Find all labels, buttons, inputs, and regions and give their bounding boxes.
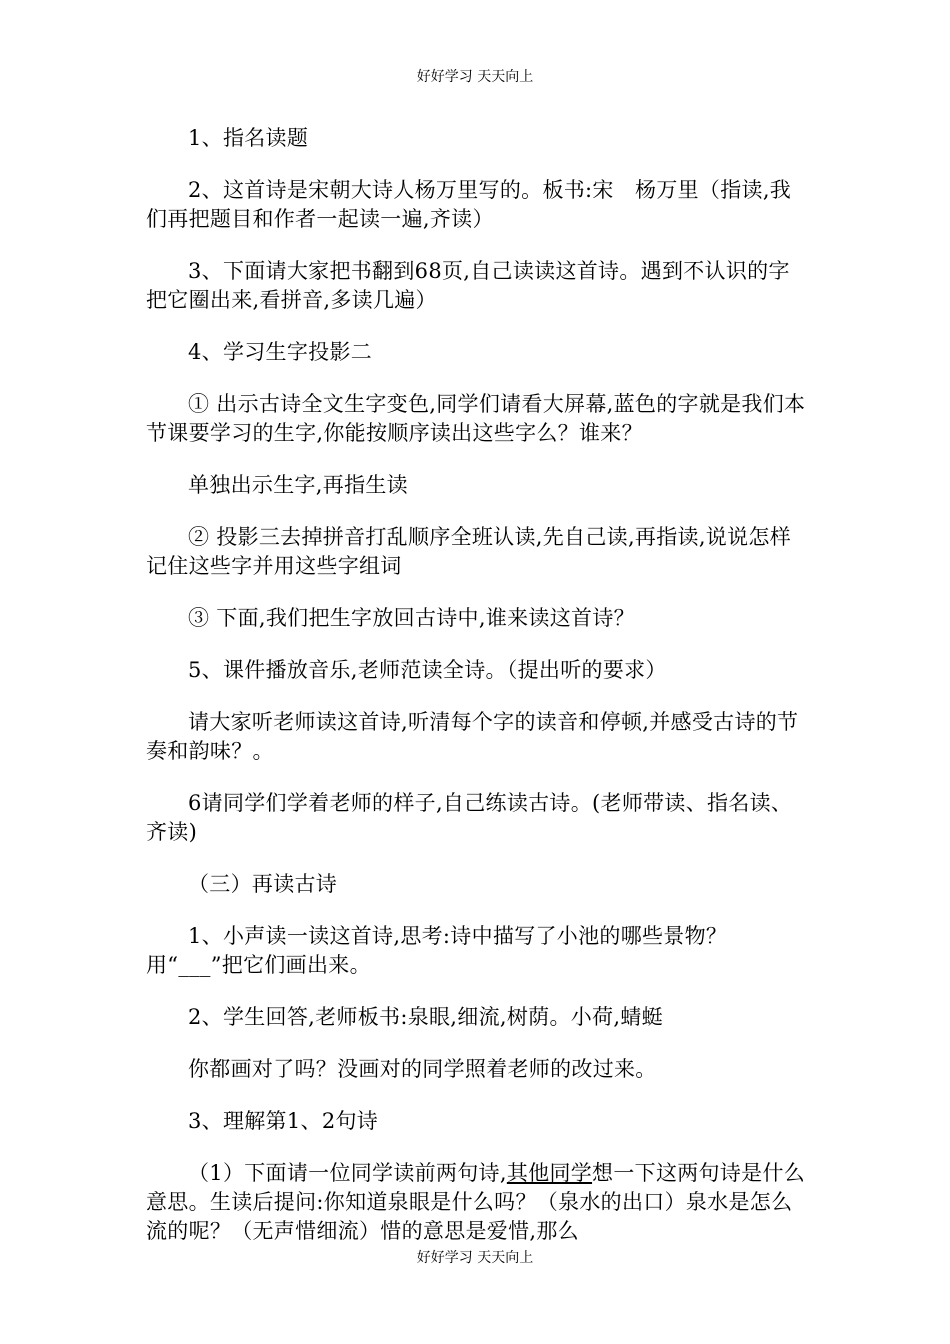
underlined-text: 其他同学 <box>506 1161 593 1185</box>
paragraph: 5、课件播放音乐,老师范读全诗。（提出听的要求） <box>188 658 667 682</box>
paragraph: 你都画对了吗？没画对的同学照着老师的改过来。 <box>188 1057 657 1081</box>
paragraph-last <box>146 1159 808 1246</box>
paragraph-text-before: （1）下面请一位同学读前两句诗, <box>188 1161 507 1185</box>
section-heading: （三）再读古诗 <box>188 872 338 896</box>
paragraph: 3、理解第1、2句诗 <box>188 1109 379 1133</box>
paragraph: ② 投影三去掉拼音打乱顺序全班认读,先自己读,再指读,说说怎样记住这些字并用这些字组词 <box>146 525 791 578</box>
document-body <box>146 124 808 1269</box>
paragraph: 3、下面请大家把书翻到68页,自己读读这首诗。遇到不认识的字把它圈出来,看拼音,多读几遍） <box>146 259 790 312</box>
page-header: 好好学习 天天向上 <box>416 69 534 85</box>
paragraph: 2、这首诗是宋朝大诗人杨万里写的。板书:宋 杨万里（指读,我们再把题目和作者一起读一遍,齐读） <box>146 178 792 231</box>
paragraph: 请大家听老师读这首诗,听清每个字的读音和停顿,并感受古诗的节奏和韵味？。 <box>146 710 799 763</box>
page-footer: 好好学习 天天向上 <box>416 1250 534 1266</box>
paragraph: 6请同学们学着老师的样子,自己练读古诗。(老师带读、指名读、齐读) <box>146 791 793 844</box>
paragraph: 1、小声读一读这首诗,思考:诗中描写了小池的哪些景物？用“___”把它们画出来。 <box>146 924 728 977</box>
paragraph-text-after: 想一下这两句诗是什么意思。生读后提问:你知道泉眼是什么吗？（泉水的出口）泉水是怎么流的呢？（无声惜细流）惜的意思是爱惜,那么 <box>146 1161 806 1243</box>
paragraph: ③ 下面,我们把生字放回古诗中,谁来读这首诗？ <box>188 606 635 630</box>
paragraph: 1、指名读题 <box>188 126 309 150</box>
paragraph: ① 出示古诗全文生字变色,同学们请看大屏幕,蓝色的字就是我们本节课要学习的生字,你能按顺序读出这些字么？谁来？ <box>146 392 806 445</box>
paragraph: 4、学习生字投影二 <box>188 340 373 364</box>
paragraph: 2、学生回答,老师板书:泉眼,细流,树荫。小荷,蜻蜓 <box>188 1005 663 1029</box>
paragraph: 单独出示生字,再指生读 <box>188 473 408 497</box>
